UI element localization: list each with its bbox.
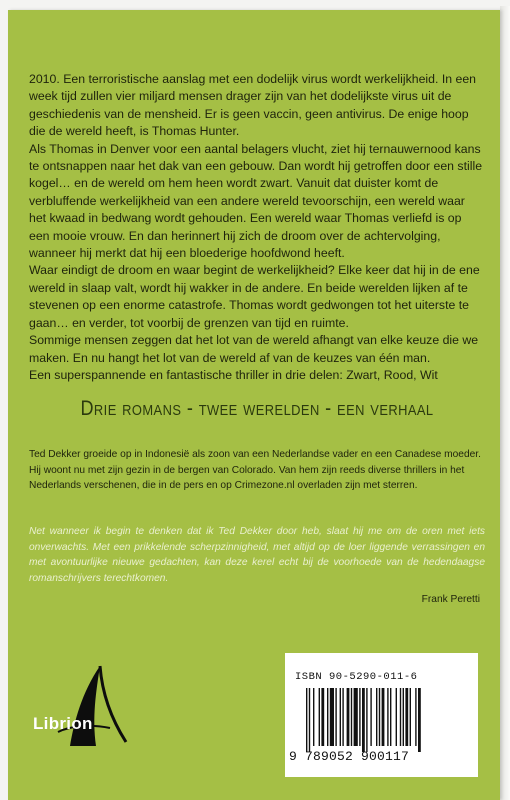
blurb-paragraph: Als Thomas in Denver voor een aantal belagers vlucht, ziet hij ternauwernood kans te ontsnappen naar het dak van een gebouw. Dan wordt hij getroffen door een stille kogel… en de wereld om hem heen wordt zwart. Vanuit dat duister komt de verbluffende werkelijkheid van een andere wereld tevoorschijn, een wereld waar het kwaad in bedwang wordt gehouden. Een wereld waar Thomas verliefd is op een mooie vrouw. En dan herinnert hij zich de droom over de achtervolging, wanneer hij merkt dat hij een bloederige hoofdwond heeft. [29,141,483,261]
blurb-paragraph: Sommige mensen zeggen dat het lot van de wereld afhangt van elke keuze die we maken. En nu hangt het lot van de wereld af van de keuzes van één man. [29,333,479,365]
page-edge [500,6,510,800]
headline: Drie romans - twee werelden - een verhaal [80,397,434,420]
tagline: Een superspannende en fantastische thriller in drie delen: Zwart, Rood, Wit [29,368,438,382]
author-bio: Ted Dekker groeide op in Indonesië als zoon van een Nederlandse vader en een Canadese moeder. Hij woont nu met zijn gezin in de bergen van Colorado. Van hem zijn reeds diverse thrillers in het Nederlands verschenen, die in de pers en op Crimezone.nl overladen zijn met sterren. [29,449,481,492]
barcode-icon [306,688,468,752]
quote-author: Frank Peretti [421,594,480,605]
blurb-paragraph: Waar eindigt de droom en waar begint de werkelijkheid? Elke keer dat hij in de ene wereld in slaap valt, wordt hij wakker in de andere. En beide werelden lijken af te stevenen op een enorme catastrofe. Thomas wordt gedwongen tot het uiterste te gaan… en verder, tot voorbij de grenzen van tijd en ruimte. [29,263,480,330]
librion-logo-icon [30,662,140,748]
publisher-name: Librion [33,714,93,733]
barcode-number: 9 789052 900117 [289,749,410,764]
isbn-label: ISBN 90-5290-011-6 [295,671,418,683]
blurb-text [29,71,485,367]
review-quote: Net wanneer ik begin te denken dat ik Ted Dekker door heb, slaat hij me om de oren met iets onverwachts. Met een prikkelende scherpzinnigheid, met altijd op de loer liggende verrassingen en met avontuurlijke nieuwe gedachten, kan deze kerel echt bij de voorhoede van de hedendaagse romanschrijvers terechtkomen. [29,526,485,584]
blurb-paragraph: 2010. Een terroristische aanslag met een dodelijk virus wordt werkelijkheid. In een week tijd zullen vier miljard mensen drager zijn van het dodelijkste virus uit de geschiedenis van de mensheid. Er is geen vaccin, geen antivirus. De enige hoop die de wereld heeft, is Thomas Hunter. [29,72,477,139]
